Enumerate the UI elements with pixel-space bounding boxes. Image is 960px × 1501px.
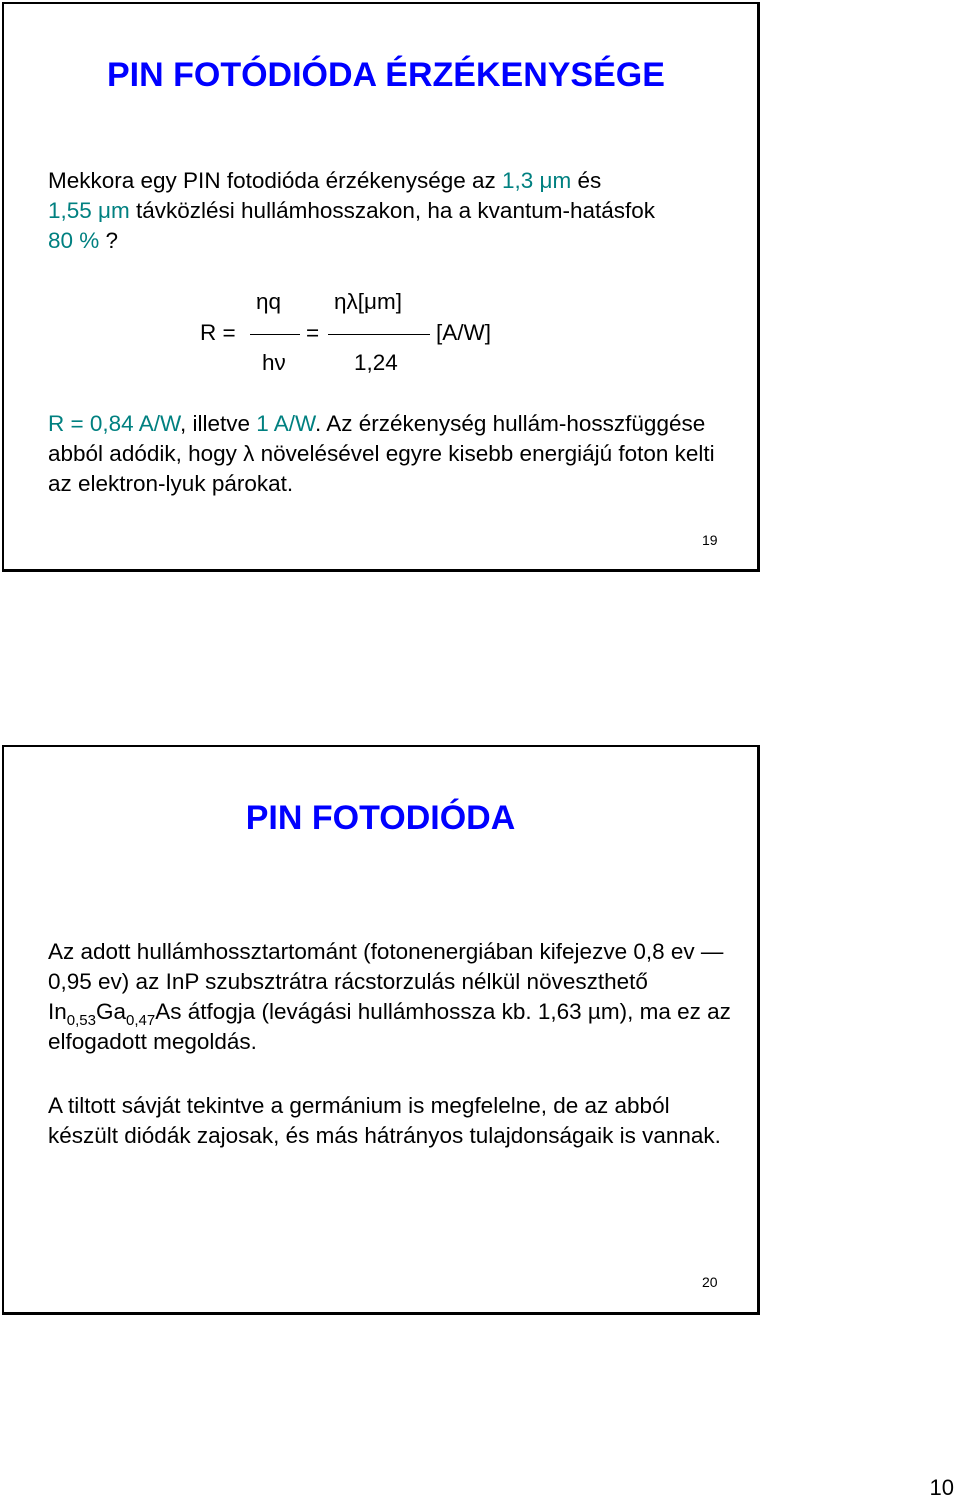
slide-page-number: 20 (702, 1274, 718, 1290)
formula-equals: = (306, 320, 320, 345)
question-text-3: távközlési hullámhosszakon, ha a kvantum-hatásfok (129, 198, 656, 223)
formula-unit: [A/W] (436, 320, 491, 345)
ingaas-text-2: Ga (95, 999, 126, 1024)
formula-denominator-1: hν (262, 350, 286, 375)
question-text-1: Mekkora egy PIN fotodióda érzékenysége az (48, 168, 502, 193)
document-page-number: 10 (929, 1475, 954, 1500)
answer-value-1: R = 0,84 A/W (48, 411, 180, 436)
slide-title: PIN FOTODIÓDA (245, 799, 516, 837)
ingaas-text-3: As átfogja (levágási hullámhossza kb. 1,63 µm), ma ez az elfogadott megoldás. (48, 999, 731, 1054)
slide-19 (2, 2, 760, 572)
formula-lhs: R = (200, 320, 236, 345)
fraction-bar-2 (328, 334, 430, 335)
efficiency-value: 80 % (48, 228, 100, 253)
slide-page-number: 19 (702, 532, 718, 548)
answer-paragraph (48, 409, 738, 499)
answer-text-1: , illetve (179, 411, 257, 436)
question-paragraph (48, 166, 738, 256)
ingaas-text-1: Az adott hullámhossztartománt (fotonenergiában kifejezve 0,8 ev — 0,95 ev) az InP szubsztrátra rácstorzulás nélkül növeszthető In (48, 939, 724, 1024)
indium-fraction: 0,53 (66, 1012, 96, 1029)
formula-denominator-2: 1,24 (354, 350, 398, 375)
wavelength-1: 1,3 μm (502, 168, 572, 193)
slide-20 (2, 745, 760, 1315)
slide-title: PIN FOTÓDIÓDA ÉRZÉKENYSÉGE (107, 56, 665, 94)
answer-text-2: . Az érzékenység hullám-hosszfüggése abból adódik, hogy λ növelésével egyre kisebb energiájú foton kelti az elektron-lyuk párokat. (48, 411, 715, 496)
fraction-bar-1 (250, 334, 300, 335)
germanium-paragraph: A tiltott sávját tekintve a germánium is megfelelne, de az abból készült diódák zajosak, és más hátrányos tulajdonságaik is vannak. (48, 1093, 721, 1148)
question-text-2: és (571, 168, 602, 193)
formula-numerator-2: ηλ[μm] (334, 289, 402, 314)
ingaas-paragraph (48, 937, 738, 1057)
question-text-4: ? (99, 228, 119, 253)
answer-value-2: 1 A/W (256, 411, 316, 436)
wavelength-2: 1,55 μm (48, 198, 130, 223)
formula-numerator-1: ηq (256, 289, 282, 314)
gallium-fraction: 0,47 (125, 1012, 156, 1029)
